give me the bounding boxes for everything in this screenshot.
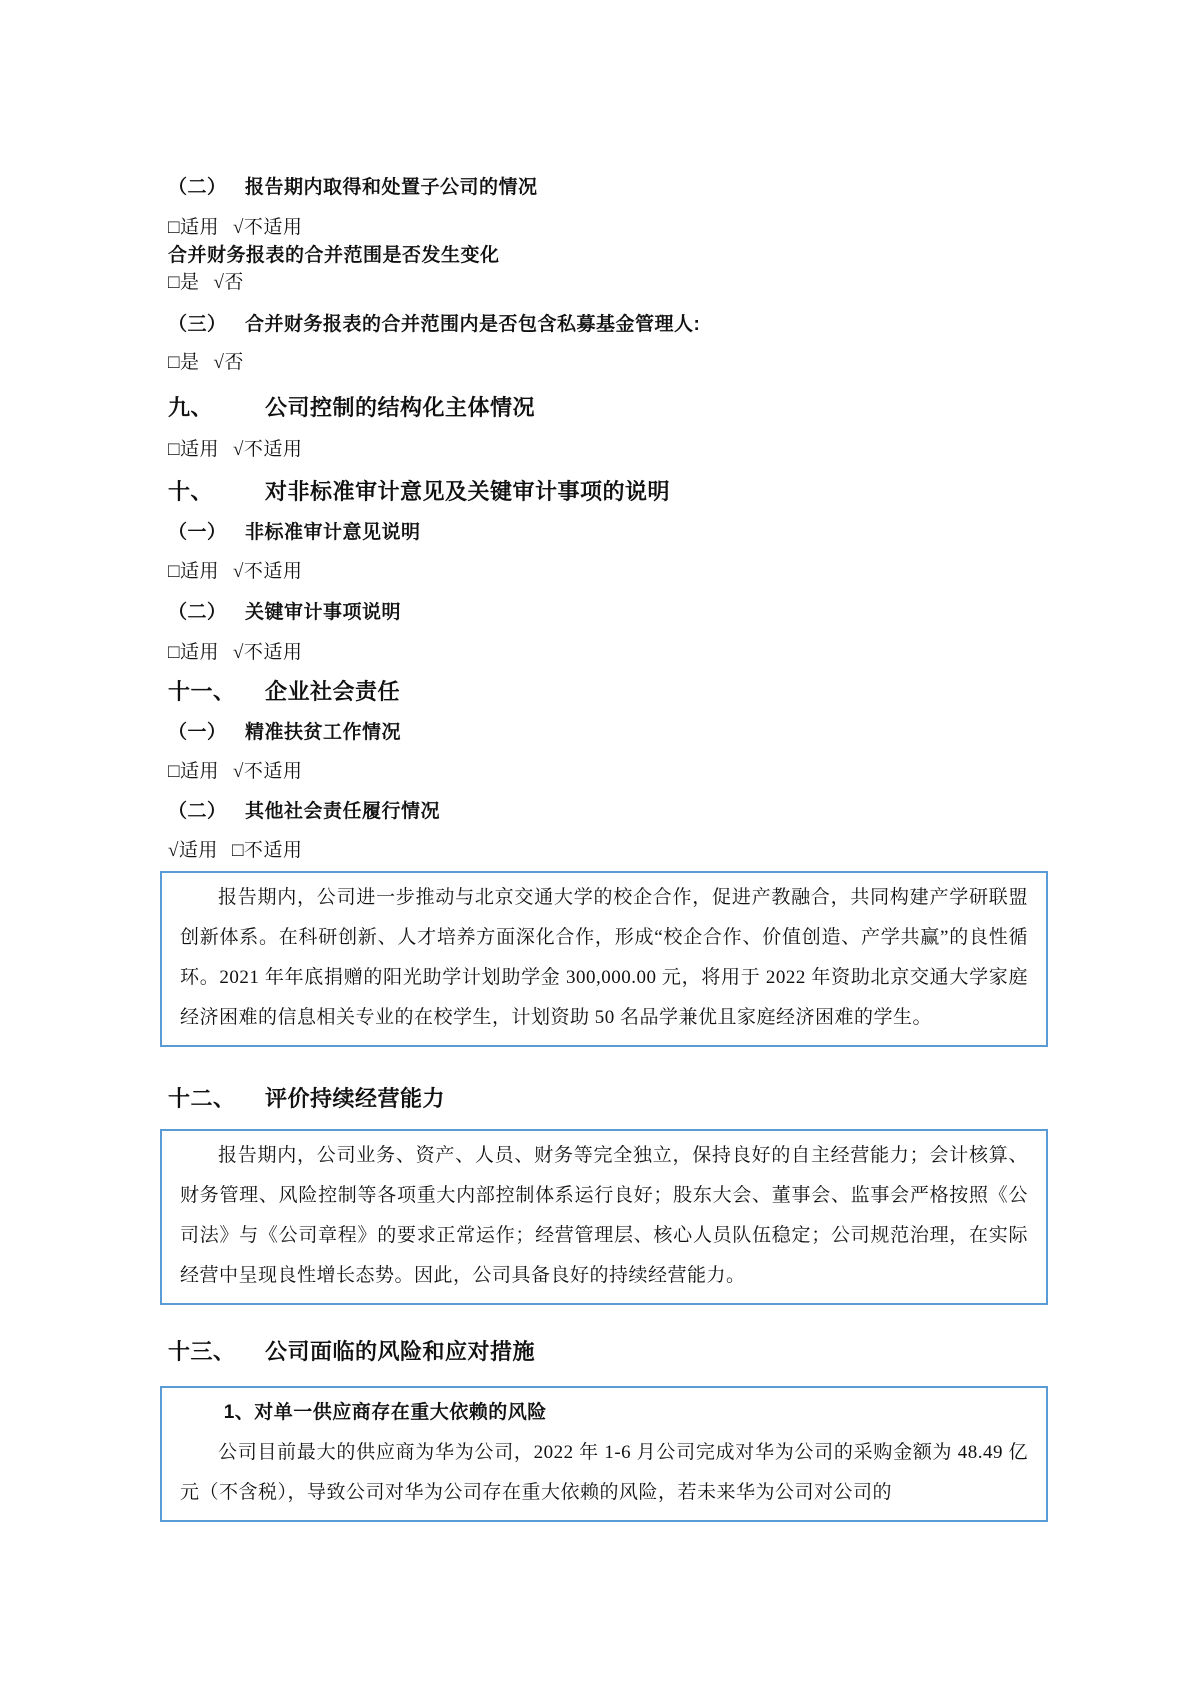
section-heading-going-concern (168, 1085, 1048, 1113)
bordered-text-box-social-responsibility (160, 871, 1048, 1047)
subsection-title: 合并财务报表的合并范围内是否包含私募基金管理人: (245, 314, 701, 335)
box-risk-title: 1、对单一供应商存在重大依赖的风险 (223, 1402, 547, 1423)
subsection-number: （一） (168, 522, 227, 543)
section-title: 对非标准审计意见及关键审计事项的说明 (265, 479, 671, 504)
section-title: 企业社会责任 (265, 679, 401, 704)
subsection-title: 精准扶贫工作情况 (245, 722, 402, 743)
subsection-heading-nonstandard-audit-opinion (168, 520, 1048, 546)
subsection-number: （二） (168, 177, 227, 198)
subsection-title: 报告期内取得和处置子公司的情况 (245, 177, 538, 198)
checkbox-line (168, 759, 1048, 785)
bordered-text-box-going-concern (160, 1129, 1048, 1305)
subsection-heading-private-fund-manager (168, 312, 1048, 338)
subsection-number: （二） (168, 801, 227, 822)
box-paragraph: 报告期内，公司进一步推动与北京交通大学的校企合作，促进产教融合，共同构建产学研联盟创新体系。在科研创新、人才培养方面深化合作，形成“校企合作、价值创造、产学共赢”的良性循环。2021 年年底捐赠的阳光助学计划助学金 300,000.00 元，将用于 2022 年资助北京交通大学家庭经济困难的信息相关专业的在校学生，计划资助 50 名品学兼优且家庭经济困难的学生。 (180, 887, 1028, 1028)
section-heading-audit-opinion (168, 478, 1048, 506)
box-paragraph: 公司目前最大的供应商为华为公司，2022 年 1-6 月公司完成对华为公司的采购金额为 48.49 亿元（不含税），导致公司对华为公司存在重大依赖的风险，若未来华为公司对公司的 (180, 1442, 1028, 1503)
section-title: 评价持续经营能力 (265, 1086, 446, 1111)
section-number: 十一、 (168, 679, 236, 704)
checkbox-option-checked: √不适用 (232, 217, 303, 238)
checkbox-line (168, 270, 1048, 296)
checkbox-line (168, 437, 1048, 463)
subsection-number: （三） (168, 314, 227, 335)
checkbox-option-unchecked: □不适用 (231, 840, 303, 861)
checkbox-line (168, 350, 1048, 376)
subsection-heading-acquisition-disposal (168, 175, 1048, 201)
checkbox-line (168, 215, 1048, 241)
subsection-title: 其他社会责任履行情况 (245, 801, 441, 822)
checkbox-option-unchecked: □是 (168, 352, 200, 373)
checkbox-option-unchecked: □是 (168, 272, 200, 293)
checkbox-option-checked: √不适用 (232, 761, 303, 782)
subsection-heading-key-audit-matters (168, 600, 1048, 626)
section-number: 十、 (168, 479, 214, 504)
section-number: 十二、 (168, 1086, 236, 1111)
checkbox-option-unchecked: □适用 (168, 761, 219, 782)
box-paragraph: 报告期内，公司业务、资产、人员、财务等完全独立，保持良好的自主经营能力；会计核算、财务管理、风险控制等各项重大内部控制体系运行良好；股东大会、董事会、监事会严格按照《公司法》与《公司章程》的要求正常运作；经营管理层、核心人员队伍稳定；公司规范治理，在实际经营中呈现良性增长态势。因此，公司具备良好的持续经营能力。 (180, 1145, 1028, 1286)
checkbox-line (168, 640, 1048, 666)
checkbox-option-checked: √否 (213, 352, 244, 373)
checkbox-option-checked: √不适用 (232, 642, 303, 663)
subsection-title: 关键审计事项说明 (245, 602, 402, 623)
checkbox-option-unchecked: □适用 (168, 642, 219, 663)
checkbox-option-unchecked: □适用 (168, 439, 219, 460)
subsection-title: 非标准审计意见说明 (245, 522, 421, 543)
checkbox-option-checked: √不适用 (232, 561, 303, 582)
subsection-heading-poverty-alleviation (168, 720, 1048, 746)
subsection-number: （二） (168, 602, 227, 623)
bordered-text-box-supplier-risk (160, 1386, 1048, 1522)
section-number: 十三、 (168, 1339, 236, 1364)
checkbox-option-checked: √否 (213, 272, 244, 293)
statement-line-consolidation-scope: 合并财务报表的合并范围是否发生变化 (168, 245, 500, 266)
subsection-heading-other-social-responsibility (168, 799, 1048, 825)
checkbox-option-checked: √适用 (168, 840, 218, 861)
section-heading-structured-entities (168, 394, 1048, 422)
checkbox-option-checked: √不适用 (232, 439, 303, 460)
section-heading-risks-and-countermeasures (168, 1338, 1048, 1366)
section-title: 公司控制的结构化主体情况 (265, 395, 536, 420)
subsection-number: （一） (168, 722, 227, 743)
section-number: 九、 (168, 395, 214, 420)
checkbox-option-unchecked: □适用 (168, 217, 219, 238)
checkbox-line (168, 838, 1048, 864)
checkbox-line (168, 559, 1048, 585)
checkbox-option-unchecked: □适用 (168, 561, 219, 582)
section-title: 公司面临的风险和应对措施 (265, 1339, 536, 1364)
section-heading-social-responsibility (168, 678, 1048, 706)
